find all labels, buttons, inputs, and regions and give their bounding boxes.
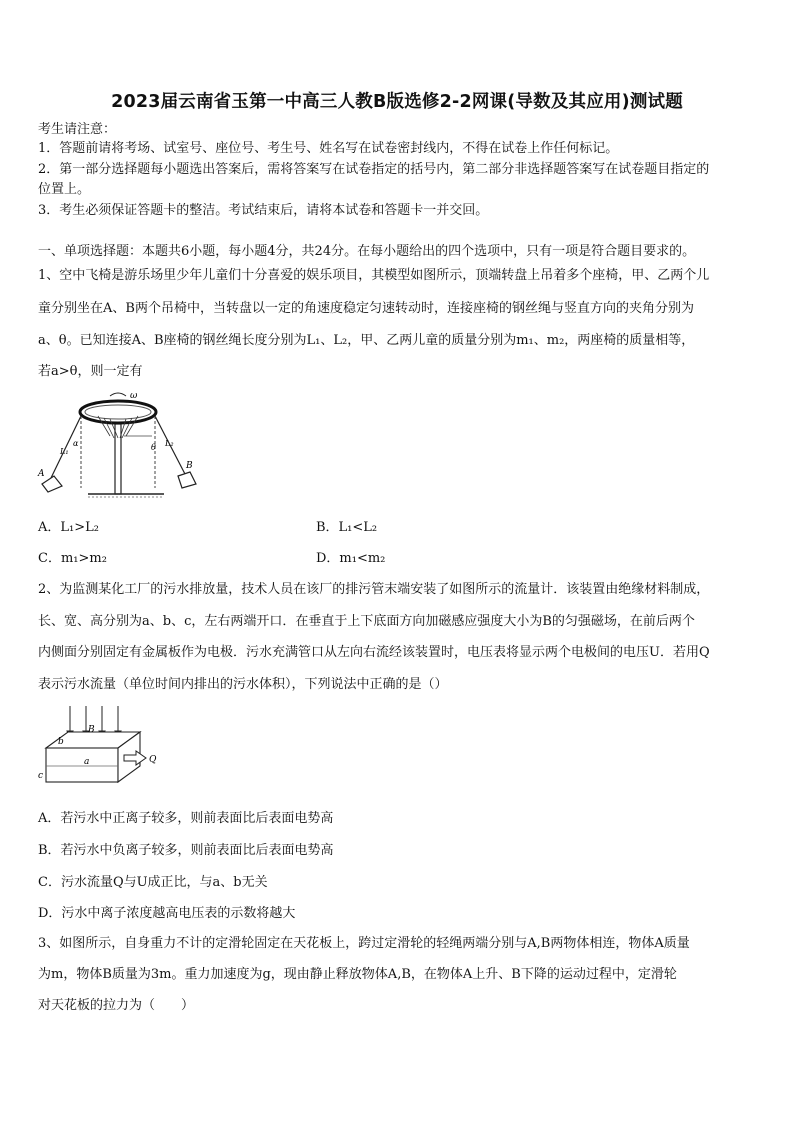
q3-line-1: 3、如图所示，自身重力不计的定滑轮固定在天花板上，跨过定滑轮的轻绳两端分别与A,B两物体相连，物体A质量 [38,936,690,951]
a-label: A [38,469,45,479]
q3-line-3: 对天花板的拉力为（ ） [38,998,195,1013]
l1-label: L₁ [60,447,69,456]
b-label: B [186,461,193,471]
q2-option-a[interactable]: A．若污水中正离子较多，则前表面比后表面电势高 [38,811,334,826]
turntable [80,401,156,423]
box-front-face [46,748,118,782]
q-label: Q [149,755,157,765]
l2-label: L₂ [165,439,174,448]
q2-line-3: 内侧面分别固定有金属板作为电极．污水充满管口从左向右流经该装置时，电压表将显示两个电极间的电压U．若用Q [38,645,710,660]
rotation-arrow [110,393,126,396]
q2-line-4: 表示污水流量（单位时间内排出的污水体积），下列说法中正确的是（） [38,677,448,692]
central-pole [115,424,121,494]
notice-item-2-cont: 位置上。 [38,182,91,197]
a-dim-label: a [84,757,90,767]
b-dim-label: b [58,737,64,747]
q1-line-1: 1、空中飞椅是游乐场里少年儿童们十分喜爱的娱乐项目，其模型如图所示，顶端转盘上吊着多个座椅，甲、乙两个儿 [38,268,710,283]
swing-ride-figure [36,388,206,498]
q2-line-1: 2、为监测某化工厂的污水排放量，技术人员在该厂的排污管末端安装了如图所示的流量计．该装置由绝缘材料制成， [38,582,710,597]
q2-option-c[interactable]: C．污水流量Q与U成正比，与a、b无关 [38,875,268,890]
q2-option-b[interactable]: B．若污水中负离子较多，则前表面比后表面电势高 [38,843,334,858]
c-dim-label: c [38,771,44,781]
q1-option-a[interactable]: A．L₁>L₂ [38,520,99,535]
flowmeter-figure [36,704,166,788]
q1-line-4: 若a>θ，则一定有 [38,364,143,379]
notice-item-2: 2．第一部分选择题每小题选出答案后，需将答案写在试卷指定的括号内，第二部分非选择题答案写在试卷题目指定的 [38,162,710,177]
seat-a [42,476,62,492]
q3-line-2: 为m，物体B质量为3m。重力加速度为g，现由静止释放物体A,B，在物体A上升、B下降的运动过程中，定滑轮 [38,967,677,982]
turntable-inner [85,405,151,419]
q2-line-2: 长、宽、高分别为a、b、c，左右两端开口．在垂直于上下底面方向加磁感应强度大小为B的匀强磁场，在前后两个 [38,614,695,629]
q1-line-3: a、θ。已知连接A、B座椅的钢丝绳长度分别为L₁、L₂，甲、乙两儿童的质量分别为m₁、m₂，两座椅的质量相等， [38,333,695,348]
notice-heading: 考生请注意： [38,122,117,137]
page-title: 2023届云南省玉第一中高三人教B版选修2-2网课(导数及其应用)测试题 [111,92,683,112]
alpha-label: α [73,439,79,448]
theta-label: θ [151,443,156,452]
notice-item-3: 3．考生必须保证答题卡的整洁。考试结束后，请将本试卷和答题卡一并交回。 [38,203,489,218]
q1-line-2: 童分别坐在A、B两个吊椅中，当转盘以一定的角速度稳定匀速转动时，连接座椅的钢丝绳与竖直方向的夹角分别为 [38,301,694,316]
seat-b [178,472,196,488]
section-heading: 一、单项选择题：本题共6小题，每小题4分，共24分。在每小题给出的四个选项中，只有一项是符合题目要求的。 [38,244,696,259]
q1-option-b[interactable]: B．L₁<L₂ [316,520,378,535]
field-label: B [88,725,95,735]
q1-option-d[interactable]: D．m₁<m₂ [316,551,386,566]
q1-option-c[interactable]: C．m₁>m₂ [38,551,107,566]
omega-label: ω [130,391,138,401]
notice-item-1: 1．答题前请将考场、试室号、座位号、考生号、姓名写在试卷密封线内，不得在试卷上作任何标记。 [38,141,619,156]
q2-option-d[interactable]: D．污水中离子浓度越高电压表的示数将越大 [38,906,296,921]
